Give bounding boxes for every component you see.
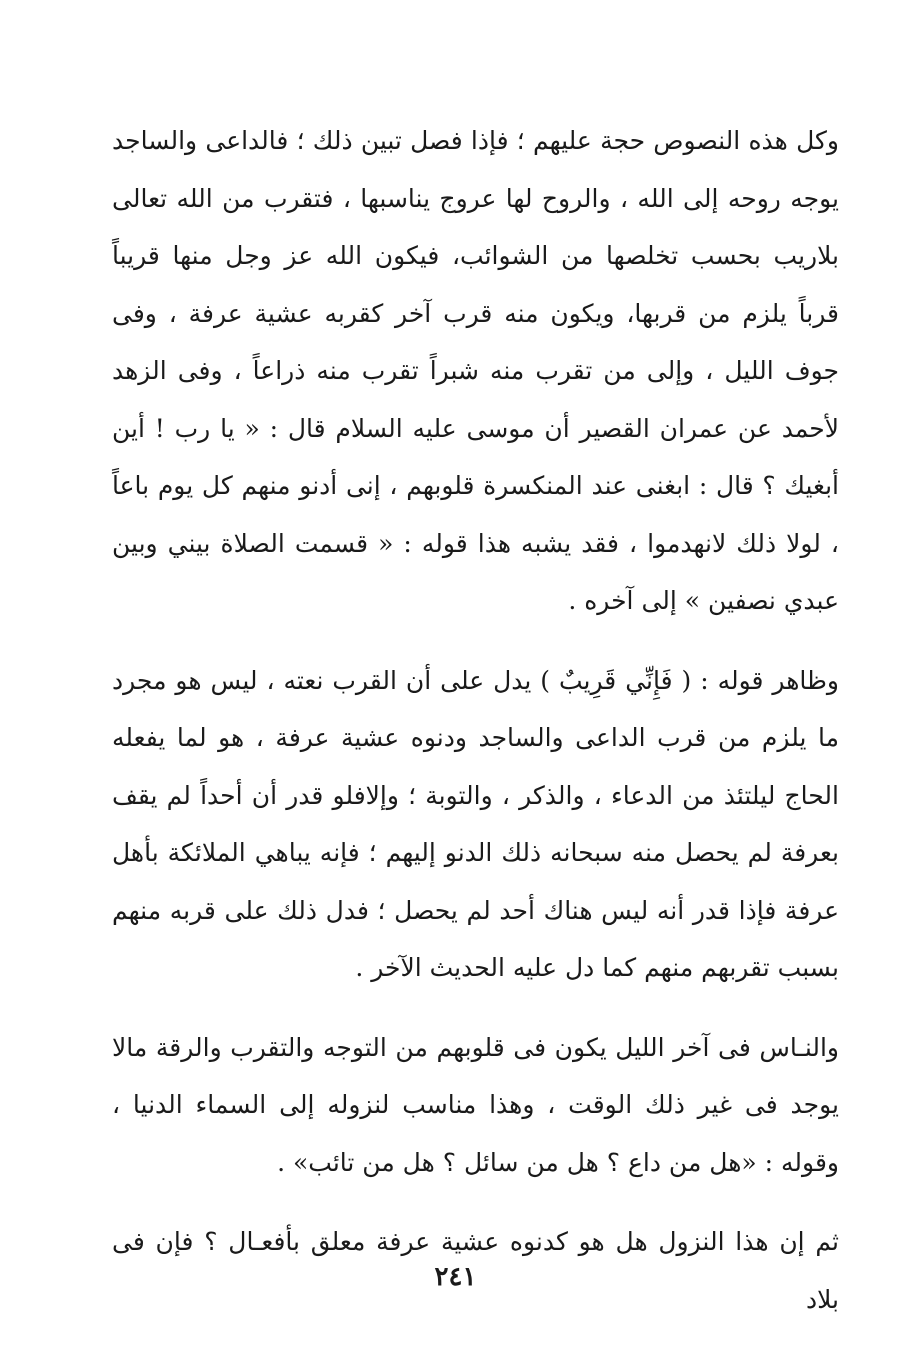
paragraph-4: ثم إن هذا النزول هل هو كدنوه عشية عرفة معلق بأفعـال ؟ فإن فى بلاد: [112, 1227, 839, 1314]
paragraph-3: والنـاس فى آخر الليل يكون فى قلوبهم من التوجه والتقرب والرقة مالا يوجد فى غير ذلك الوقت ، وهذا مناسب لنزوله إلى السماء الدنيا ، وقوله : «هل من داع ؟ هل من سائل ؟ هل من تائب» .: [112, 1032, 839, 1177]
paragraph-1: وكل هذه النصوص حجة عليهم ؛ فإذا فصل تبين ذلك ؛ فالداعى والساجد يوجه روحه إلى الله ، والروح لها عروج يناسبها ، فتقرب من الله تعالى بلاريب بحسب تخلصها من الشوائب، فيكون الله عز وجل منها قريباً قرباً يلزم من قربها، ويكون منه قرب آخر كقربه عشية عرفة ، وفى جوف الليل ، وإلى من تقرب منه شبراً تقرب منه ذراعاً ، وفى الزهد لأحمد عن عمران القصير أن موسى عليه السلام قال : « يا رب ! أين أبغيك ؟ قال : ابغنى عند المنكسرة قلوبهم ، إنى أدنو منهم كل يوم باعاً ، لولا ذلك لانهدموا ، فقد يشبه هذا قوله : « قسمت الصلاة بيني وبين عبدي نصفين » إلى آخره .: [112, 126, 839, 615]
paragraph-2: وظاهر قوله : ( فَإِنِّي قَرِيبٌ ) يدل على أن القرب نعته ، ليس هو مجرد ما يلزم من قرب الداعى والساجد ودنوه عشية عرفة ، هو لما يفعله الحاج ليلتئذ من الدعاء ، والذكر ، والتوبة ؛ وإلافلو قدر أن أحداً لم يقف بعرفة لم يحصل منه سبحانه ذلك الدنو إليهم ؛ فإنه يباهي الملائكة بأهل عرفة فإذا قدر أنه ليس هناك أحد لم يحصل ؛ فدل ذلك على قربه منهم بسبب تقربهم منهم كما دل عليه الحديث الآخر .: [112, 665, 839, 982]
page-number: ٢٤١: [434, 1262, 477, 1292]
page-body: [112, 112, 839, 1328]
